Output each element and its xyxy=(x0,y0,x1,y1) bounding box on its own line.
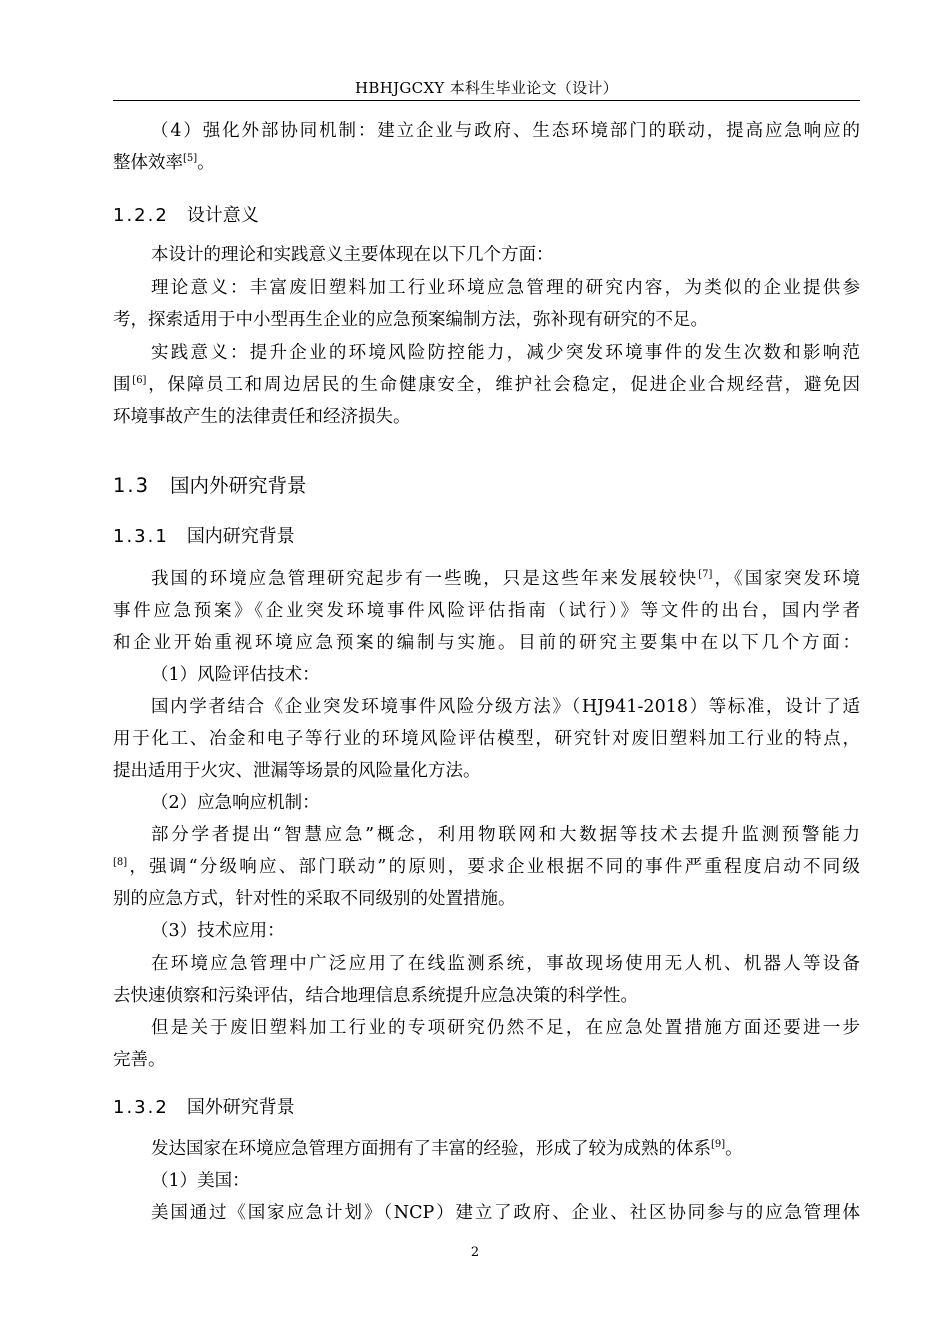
citation-ref: [5] xyxy=(183,153,198,164)
paragraph-line xyxy=(113,152,215,174)
citation-ref: [8] xyxy=(113,857,128,868)
paragraph-line xyxy=(151,568,860,590)
paragraph-line: 用于化工、冶金和电子等行业的环境风险评估模型，研究针对废旧塑料加工行业的特点， xyxy=(113,729,860,749)
section-title: 设计意义 xyxy=(186,205,259,226)
paragraph-line xyxy=(113,856,860,878)
section-number: 1.3.1 xyxy=(113,526,169,547)
paragraph-line: 本设计的理论和实践意义主要体现在以下几个方面： xyxy=(151,245,554,265)
paragraph-line: 环境事故产生的法律责任和经济损失。 xyxy=(113,407,411,427)
paragraph-line xyxy=(113,374,860,396)
list-item-label: （1）风险评估技术： xyxy=(151,665,320,685)
text-run: ，保障员工和周边居民的生命健康安全，维护社会稳定，促进企业合规经营，避免因 xyxy=(146,375,861,395)
paragraph-line: 在环境应急管理中广泛应用了在线监测系统，事故现场使用无人机、机器人等设备 xyxy=(151,954,860,974)
paragraph-line: 国内学者结合《企业突发环境事件风险分级方法》（HJ941-2018）等标准，设计了适 xyxy=(151,697,860,717)
section-heading-1-3 xyxy=(113,475,307,497)
paragraph-line: 和企业开始重视环境应急预案的编制与实施。目前的研究主要集中在以下几个方面： xyxy=(113,633,860,653)
running-header: HBHJGCXY 本科生毕业论文（设计） xyxy=(354,79,618,97)
paragraph-line: 事件应急预案》《企业突发环境事件风险评估指南（试行）》等文件的出台，国内学者 xyxy=(113,601,860,621)
list-item-label: （2）应急响应机制： xyxy=(151,793,320,813)
text-run: 围 xyxy=(113,375,133,395)
citation-ref: [6] xyxy=(132,375,147,386)
section-heading-1-3-1 xyxy=(113,526,295,548)
text-run: ，《国家突发环境 xyxy=(712,569,861,589)
paragraph-line: 美国通过《国家应急计划》（NCP）建立了政府、企业、社区协同参与的应急管理体 xyxy=(151,1203,860,1223)
citation-ref: [7] xyxy=(698,569,713,580)
citation-ref: [9] xyxy=(711,1139,726,1150)
section-title: 国外研究背景 xyxy=(186,1097,295,1118)
section-number: 1.2.2 xyxy=(113,205,169,226)
section-number: 1.3.2 xyxy=(113,1097,169,1118)
list-item-label: （1）美国： xyxy=(151,1171,250,1191)
paragraph-line: 别的应急方式，针对性的采取不同级别的处置措施。 xyxy=(113,889,516,909)
paragraph-line: 但是关于废旧塑料加工行业的专项研究仍然不足，在应急处置措施方面还要进一步 xyxy=(151,1018,860,1038)
text-run: ，强调“分级响应、部门联动”的原则，要求企业根据不同的事件严重程度启动不同级 xyxy=(127,857,860,877)
page-number: 2 xyxy=(470,1245,480,1260)
paragraph-line: 理论意义：丰富废旧塑料加工行业环境应急管理的研究内容，为类似的企业提供参 xyxy=(151,278,860,298)
text-run: 整体效率 xyxy=(113,153,183,173)
paragraph-line: 提出适用于火灾、泄漏等场景的风险量化方法。 xyxy=(113,761,481,781)
header-rule xyxy=(113,100,860,101)
paragraph-line xyxy=(151,1138,743,1160)
text-run: 。 xyxy=(725,1139,743,1159)
paragraph-line: 考，探索适用于中小型再生企业的应急预案编制方法，弥补现有研究的不足。 xyxy=(113,310,708,330)
list-item-label: （3）技术应用： xyxy=(151,921,285,941)
paragraph-line: （4）强化外部协同机制：建立企业与政府、生态环境部门的联动，提高应急响应的 xyxy=(151,121,860,141)
paragraph-line: 部分学者提出“智慧应急”概念，利用物联网和大数据等技术去提升监测预警能力 xyxy=(151,825,860,845)
paragraph-line: 实践意义：提升企业的环境风险防控能力，减少突发环境事件的发生次数和影响范 xyxy=(151,343,860,363)
section-title: 国内研究背景 xyxy=(186,526,295,547)
section-heading-1-3-2 xyxy=(113,1097,295,1119)
text-run: 发达国家在环境应急管理方面拥有了丰富的经验，形成了较为成熟的体系 xyxy=(151,1139,711,1159)
paragraph-line: 去快速侦察和污染评估，结合地理信息系统提升应急决策的科学性。 xyxy=(113,986,638,1006)
text-run: 我国的环境应急管理研究起步有一些晚，只是这些年来发展较快 xyxy=(151,569,699,589)
section-heading-1-2-2 xyxy=(113,205,259,227)
paragraph-line: 完善。 xyxy=(113,1050,166,1070)
section-title: 国内外研究背景 xyxy=(170,474,307,497)
text-run: 。 xyxy=(197,153,215,173)
section-number: 1.3 xyxy=(113,474,151,497)
